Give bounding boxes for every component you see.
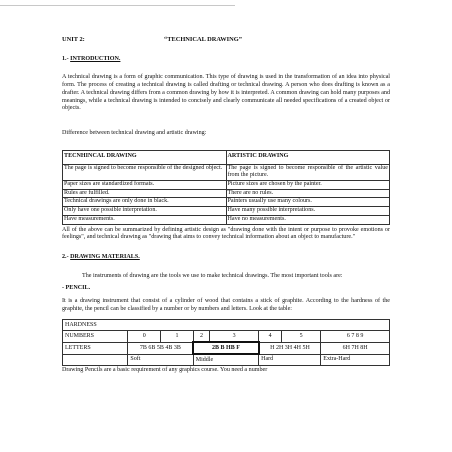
table-cell: Have no measurements. [226, 215, 390, 224]
intro-paragraph: A technical drawing is a form of graphic communication. This type of drawing is used in the transformation of an idea into physical form. The process of creating a technical drawing is called drafting or technical drawing. A person who does drafting is known as a drafter. A technical drawing differs from a common drawing by how it is interpreted. A common drawing can hold many purposes and meanings, while a technical drawing is intended to concisely and clearly communicate all needed specifications of a created object or objects. [62, 74, 390, 112]
unit-header [62, 36, 390, 44]
document-page [62, 36, 390, 375]
hardness-table [62, 319, 390, 366]
pencil-paragraph: It is a drawing instrument that consist of a cylinder of wood that contains a stick of graphite. According to the hardness of the graphite, the pencil can be classified by a number or by numbers and letters. Look at the table: [62, 298, 390, 312]
table-row [63, 189, 390, 198]
table-row [63, 215, 390, 224]
top-rule [0, 5, 235, 6]
categories-row [63, 354, 390, 366]
category-cell: Hard [259, 354, 321, 366]
section-heading-materials [62, 254, 390, 262]
category-cell: Soft [128, 354, 193, 366]
category-cell: Middle [193, 354, 258, 366]
difference-caption: Difference between technical drawing and artistic drawing: [62, 129, 207, 136]
letter-cell-highlighted: 2B B HB F [193, 342, 258, 354]
comparison-header-row [63, 150, 390, 164]
table-cell: There are no rules. [226, 189, 390, 198]
number-cell: 4 [259, 331, 282, 343]
table-cell: The page is signed to become responsible of the designed object. [63, 164, 227, 180]
letter-cell: H 2H 3H 4H 5H [259, 342, 321, 354]
header-artistic: ARTISTIC DRAWING [226, 150, 390, 164]
hardness-title: HARDNESS [63, 320, 390, 331]
numbers-row [63, 331, 390, 343]
number-cell: 5 [282, 331, 321, 343]
header-technical: TECNHINCAL DRAWING [63, 150, 227, 164]
unit-title: “TECHNICAL DRAWING” [164, 36, 242, 43]
table-cell: Have measurements. [63, 215, 227, 224]
section-heading-introduction [62, 56, 390, 64]
table-cell: Paper sizes are standardized formats. [63, 181, 227, 190]
table-cell: Have many possible interpretations. [226, 207, 390, 216]
summary-paragraph: All of the above can be summarized by defining artistic design as "drawing done with the intent or purpose to provoke emotions or feelings", and technical drawing as "drawing that aims to convey technical information about an object to manufacture." [62, 226, 390, 241]
section-number: 2.- [62, 253, 69, 260]
table-row [63, 181, 390, 190]
section-title: INTRODUCTION. [70, 55, 121, 62]
section-number: 1.- [62, 55, 69, 62]
letters-row [63, 342, 390, 354]
numbers-label: NUMBERS [63, 331, 128, 343]
letter-cell: 6H 7H 8H [321, 342, 390, 354]
number-cell: 1 [161, 331, 194, 343]
table-cell: The page is signed to become responsible of the artistic value from the picture. [226, 164, 390, 180]
closing-text: Drawing Pencils are a basic requirement of any graphics course. You need a number [62, 367, 268, 374]
category-cell: Extra-Hard [321, 354, 390, 366]
table-row [63, 207, 390, 216]
table-row [63, 164, 390, 180]
table-cell: Rules are fulfilled. [63, 189, 227, 198]
empty-cell [63, 354, 128, 366]
number-cell: 6 7 8 9 [321, 331, 390, 343]
number-cell: 0 [128, 331, 161, 343]
materials-paragraph: The instruments of drawing are the tools we use to make technical drawings. The most important tools are: [82, 272, 343, 279]
section-title: DRAWING MATERIALS. [70, 253, 140, 260]
comparison-table [62, 150, 390, 225]
table-row [63, 198, 390, 207]
table-cell: Picture sizes are chosen by the painter. [226, 181, 390, 190]
unit-number: UNIT 2: [62, 36, 85, 43]
letter-cell: 7B 6B 5B 4B 3B [128, 342, 193, 354]
table-cell: Technical drawings are only done in black. [63, 198, 227, 207]
hardness-title-row [63, 320, 390, 331]
pencil-heading: - PENCIL. [62, 285, 91, 292]
number-cell: 2 [193, 331, 209, 343]
number-cell: 3 [210, 331, 259, 343]
letters-label: LETTERS [63, 342, 128, 354]
table-cell: Painters usually use many colours. [226, 198, 390, 207]
table-cell: Only have one possible interpretation. [63, 207, 227, 216]
